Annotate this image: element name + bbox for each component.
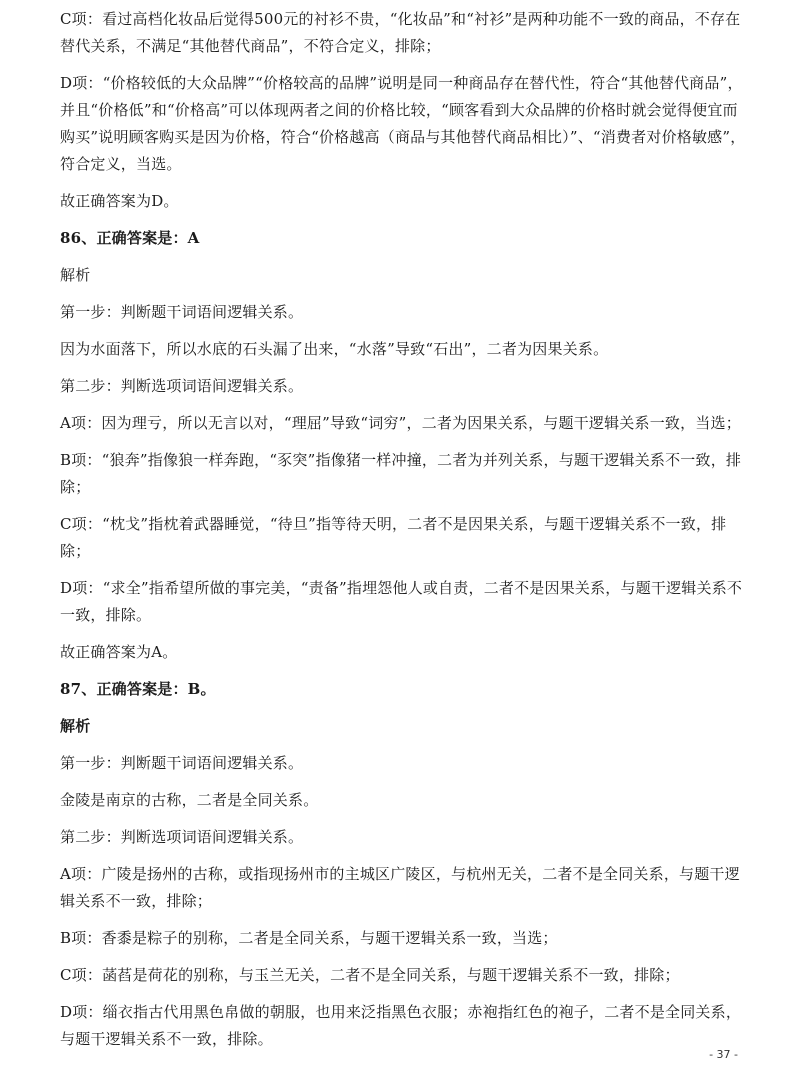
question-heading-86: 86、正确答案是：A bbox=[60, 229, 200, 247]
step-two: 第二步：判断选项词语间逻辑关系。 bbox=[60, 377, 304, 395]
stem-relation: 金陵是南京的古称，二者是全同关系。 bbox=[60, 791, 319, 809]
step-one: 第一步：判断题干词语间逻辑关系。 bbox=[60, 303, 304, 321]
option-b: B项：“狼奔”指像狼一样奔跑，“豕突”指像猪一样冲撞，二者为并列关系，与题干逻辑关系不一致，排除； bbox=[60, 451, 742, 496]
option-a: A项：因为理亏，所以无言以对，“理屈”导致“词穷”，二者为因果关系，与题干逻辑关系一致，当选； bbox=[60, 414, 741, 432]
question-heading-87: 87、正确答案是：B。 bbox=[60, 680, 216, 698]
page-number: - 37 - bbox=[709, 1048, 738, 1061]
option-d: D项：“求全”指希望所做的事完美，“责备”指埋怨他人或自责，二者不是因果关系，与题干逻辑关系不一致，排除。 bbox=[60, 579, 743, 624]
step-one: 第一步：判断题干词语间逻辑关系。 bbox=[60, 754, 304, 772]
stem-relation: 因为水面落下，所以水底的石头漏了出来，“水落”导致“石出”，二者为因果关系。 bbox=[60, 340, 609, 358]
answer-conclusion: 故正确答案为D。 bbox=[60, 192, 179, 210]
step-two: 第二步：判断选项词语间逻辑关系。 bbox=[60, 828, 304, 846]
analysis-label: 解析 bbox=[60, 266, 91, 284]
option-c: C项：菡萏是荷花的别称，与玉兰无关，二者不是全同关系，与题干逻辑关系不一致，排除； bbox=[60, 966, 680, 984]
option-a: A项：广陵是扬州的古称，或指现扬州市的主城区广陵区，与杭州无关，二者不是全同关系，与题干逻辑关系不一致，排除； bbox=[60, 865, 740, 910]
paragraph-option-d-brands: D项：“价格较低的大众品牌”“价格较高的品牌”说明是同一种商品存在替代性，符合“其他替代商品”，并且“价格低”和“价格高”可以体现两者之间的价格比较，“顾客看到大众品牌的价格时就会觉得便宜而购买”说明顾客购买是因为价格，符合“价格越高（商品与其他替代商品相比）”、“消费者对价格敏感”，符合定义，当选。 bbox=[60, 74, 746, 173]
option-d: D项：缁衣指古代用黑色帛做的朝服，也用来泛指黑色衣服；赤袍指红色的袍子，二者不是全同关系，与题干逻辑关系不一致，排除。 bbox=[60, 1003, 742, 1048]
document-body bbox=[60, 6, 750, 1063]
answer-conclusion: 故正确答案为A。 bbox=[60, 643, 178, 661]
option-c: C项：“枕戈”指枕着武器睡觉，“待旦”指等待天明，二者不是因果关系，与题干逻辑关系不一致，排除； bbox=[60, 515, 727, 560]
paragraph-option-c-cosmetics: C项：看过高档化妆品后觉得500元的衬衫不贵，“化妆品”和“衬衫”是两种功能不一致的商品，不存在替代关系，不满足“其他替代商品”，不符合定义，排除； bbox=[60, 10, 741, 55]
analysis-label: 解析 bbox=[60, 717, 91, 735]
option-b: B项：香黍是粽子的别称，二者是全同关系，与题干逻辑关系一致，当选； bbox=[60, 929, 558, 947]
